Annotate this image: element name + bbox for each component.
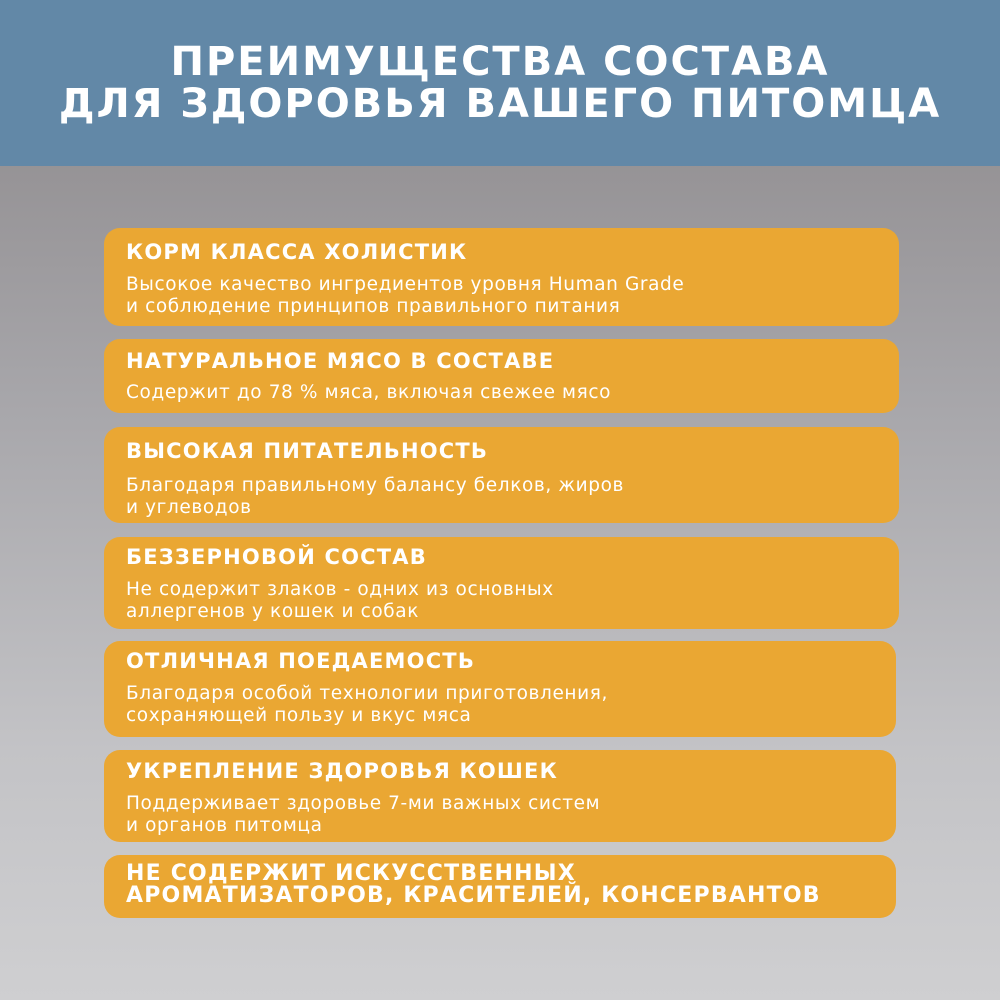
benefit-title-line: АРОМАТИЗАТОРОВ, КРАСИТЕЛЕЙ, КОНСЕРВАНТОВ — [126, 883, 821, 908]
benefit-description-line: и углеводов — [126, 497, 252, 518]
benefit-title: УКРЕПЛЕНИЕ ЗДОРОВЬЯ КОШЕК — [126, 759, 558, 783]
benefit-description-line: Поддерживает здоровье 7-ми важных систем — [126, 793, 601, 814]
benefit-description — [126, 382, 883, 404]
page-title-line-1: ПРЕИМУЩЕСТВА СОСТАВА — [170, 39, 830, 85]
benefit-description-line: Благодаря особой технологии приготовления, — [126, 683, 608, 704]
benefit-description-line: Высокое качество ингредиентов уровня Human Grade — [126, 274, 685, 295]
benefit-description-line: Содержит до 78 % мяса, включая свежее мясо — [126, 382, 612, 403]
benefit-title: КОРМ КЛАССА ХОЛИСТИК — [126, 240, 468, 264]
benefit-description-line: аллергенов у кошек и собак — [126, 601, 420, 622]
benefit-title-line: НЕ СОДЕРЖИТ ИСКУССТВЕННЫХ — [126, 861, 576, 886]
benefit-title: БЕЗЗЕРНОВОЙ СОСТАВ — [126, 545, 427, 569]
benefit-description-line: Не содержит злаков - одних из основных — [126, 579, 554, 600]
benefit-description-line: и соблюдение принципов правильного питания — [126, 296, 621, 317]
benefit-card-holistic — [104, 228, 899, 326]
benefit-card-no-additives — [104, 855, 896, 918]
benefit-description — [126, 683, 880, 727]
benefit-card-natural-meat — [104, 339, 899, 413]
benefit-description — [126, 793, 880, 837]
benefit-description-line: и органов питомца — [126, 815, 323, 836]
page-title — [59, 41, 941, 125]
benefit-title: ОТЛИЧНАЯ ПОЕДАЕМОСТЬ — [126, 649, 476, 673]
header-banner — [0, 0, 1000, 166]
benefit-description — [126, 475, 883, 519]
benefit-card-cat-health — [104, 750, 896, 842]
benefit-description-line: сохраняющей пользу и вкус мяса — [126, 705, 472, 726]
benefit-title: НАТУРАЛЬНОЕ МЯСО В СОСТАВЕ — [126, 349, 555, 373]
benefit-description — [126, 274, 883, 318]
benefit-card-nutrition — [104, 427, 899, 523]
benefit-title — [126, 863, 880, 907]
benefit-card-palatability — [104, 641, 896, 737]
page-title-line-2: ДЛЯ ЗДОРОВЬЯ ВАШЕГО ПИТОМЦА — [58, 81, 942, 127]
benefit-description-line: Благодаря правильному балансу белков, жиров — [126, 475, 625, 496]
benefit-description — [126, 579, 883, 623]
benefit-card-grain-free — [104, 537, 899, 629]
benefit-title: ВЫСОКАЯ ПИТАТЕЛЬНОСТЬ — [126, 439, 489, 463]
